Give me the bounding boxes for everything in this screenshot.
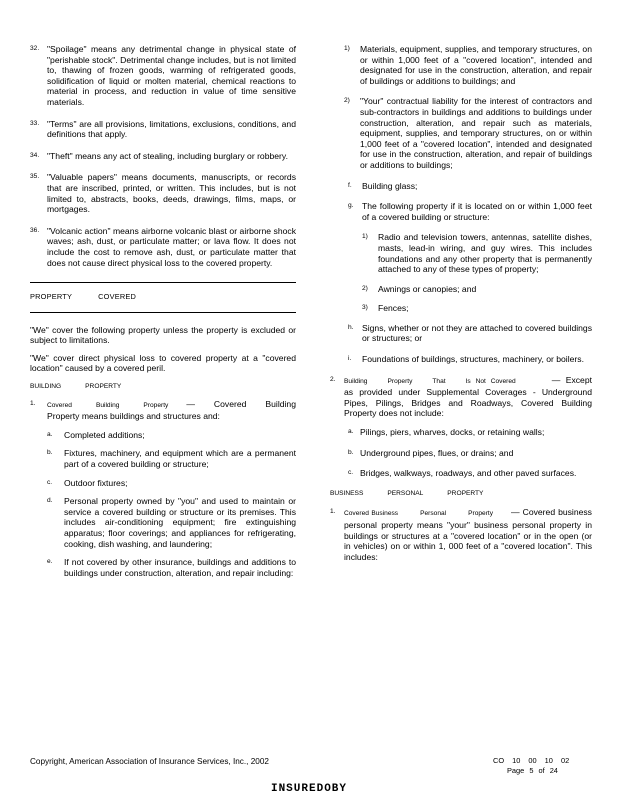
right-column xyxy=(330,44,592,570)
definition-35 xyxy=(30,172,296,214)
watermark-text: INSUREDOBY xyxy=(270,783,347,795)
list-letter: b. xyxy=(348,448,354,456)
list-text: Completed additions; xyxy=(64,429,145,440)
subheading-building-property xyxy=(30,382,296,393)
item-number: 2. xyxy=(330,375,336,383)
list-item-b xyxy=(30,448,296,469)
list-letter: c. xyxy=(348,469,354,477)
list-text: If not covered by other insurance, buildings and additions to buildings under construction, alteration, and repair including: xyxy=(64,557,296,578)
definition-32 xyxy=(30,44,296,108)
item-number: 1. xyxy=(30,399,36,407)
item-title-word: Covered Business xyxy=(344,510,399,518)
definition-text: "Terms" are all provisions, limitations, exclusions, conditions, and definitions that apply. xyxy=(47,118,296,140)
section-heading-property-covered xyxy=(30,283,296,312)
list-subitem-g2 xyxy=(330,284,592,295)
subitem-text: Radio and television towers, antennas, satellite dishes, masts, lead-in wiring, and guy wires. This includes foundations and any other property that is permanently attached to any of these types of property; xyxy=(378,232,592,275)
list-text: The following property if it is located on or within 1,000 feet of a covered building or structure: xyxy=(362,201,592,222)
list-item-2c xyxy=(330,468,592,479)
intro-paragraph-1: "We" cover the following property unless the property is excluded or subject to limitations. xyxy=(30,324,296,346)
list-text: Pilings, piers, wharves, docks, or retaining walls; xyxy=(360,427,545,438)
list-subitem-e2 xyxy=(330,96,592,170)
item-text: — Covered Building Property means buildings and structures and: xyxy=(47,398,296,422)
list-item-c xyxy=(30,478,296,489)
form-number: CO 10 00 10 02 xyxy=(493,756,570,765)
list-item-2b xyxy=(330,448,592,459)
item-title-word: Is Not Covered xyxy=(465,377,516,385)
list-text: Signs, whether or not they are attached to covered buildings or structures; or xyxy=(362,322,592,344)
list-text: Fixtures, machinery, and equipment which are a permanent part of a covered building or structure; xyxy=(64,448,296,470)
subitem-text: Awnings or canopies; and xyxy=(378,283,477,294)
subheading-business-personal-property xyxy=(330,489,592,500)
list-text: Personal property owned by "you" and used to maintain or service a covered building or structure or its premises. This includes air-conditioning equipment; fire extinguishing apparatus; floor coverings; and appliances for refrigerating, cooking, dish washing, and laundering; xyxy=(64,496,296,549)
heading-word: COVERED xyxy=(98,292,137,302)
left-column xyxy=(30,44,296,586)
list-letter: a. xyxy=(47,430,53,438)
form-identifier xyxy=(493,756,569,776)
heading-word: PERSONAL xyxy=(387,489,424,497)
item-title-word: Building xyxy=(344,377,368,385)
subitem-number: 2) xyxy=(362,284,368,292)
definition-36 xyxy=(30,226,296,268)
heading-word: BUILDING xyxy=(30,383,62,391)
item-title-word: Property xyxy=(387,377,413,385)
list-letter: i. xyxy=(348,355,352,363)
list-text: Foundations of buildings, structures, machinery, or boilers. xyxy=(362,354,584,365)
definition-33 xyxy=(30,119,296,140)
list-subitem-g1 xyxy=(330,232,592,274)
definition-34 xyxy=(30,151,296,162)
list-item-e xyxy=(30,557,296,578)
subitem-number: 1) xyxy=(344,45,350,52)
copyright-notice: Copyright, American Association of Insurance Services, Inc., 2002 xyxy=(30,757,269,766)
list-item-d xyxy=(30,496,296,549)
definition-text: "Spoilage" means any detrimental change in physical state of "perishable stock". Detrimental change includes, but is not limited to, thawing of frozen goods, warming of refrigerated goods, solidification of liquid or molten material, chemical reactions to material in process, and reduction in value of time sensitive materials. xyxy=(47,44,296,107)
list-letter: c. xyxy=(47,478,53,486)
definition-number: 33. xyxy=(30,119,40,127)
list-text: Bridges, walkways, roadways, and other paved surfaces. xyxy=(360,468,577,479)
subitem-text: "Your" contractual liability for the interest of contractors and sub-contractors in buildings and additions to buildings under construction, alteration, and repair such as materials, equipment, supplies, and temporary structures, on or within 1,000 feet of a "covered location", intended and designated for use in the construction, alteration, and repair of buildings or additions to buildings; xyxy=(360,96,592,170)
list-item-h xyxy=(330,323,592,344)
list-letter: a. xyxy=(348,428,354,436)
subitem-text: Fences; xyxy=(378,303,409,314)
item-title-word: Personal xyxy=(420,510,447,518)
list-letter: d. xyxy=(47,497,53,505)
item-title-word: Property xyxy=(468,510,494,518)
subitem-text: Materials, equipment, supplies, and temporary structures, on or within 1,000 feet of a "covered location", intended and designated for use in the construction, alteration, and repair of buildings or additions to buildings; and xyxy=(360,44,592,86)
list-letter: f. xyxy=(348,181,352,189)
item-number: 1. xyxy=(330,508,336,516)
list-item-2a xyxy=(330,427,592,438)
list-subitem-g3 xyxy=(330,303,592,314)
list-letter: b. xyxy=(47,449,53,457)
list-text: Building glass; xyxy=(362,180,418,191)
list-item-g xyxy=(330,201,592,222)
definition-text: "Valuable papers" means documents, manuscripts, or records that are inscribed, printed, or written. This includes, but is not limited to, abstracts, books, deeds, drawings, films, maps, or mortgages. xyxy=(47,172,296,215)
subitem-number: 1) xyxy=(362,233,368,241)
list-subitem-e1 xyxy=(330,44,592,86)
definition-text: "Theft" means any act of stealing, including burglary or robbery. xyxy=(47,150,288,161)
item-title-word: That xyxy=(432,377,446,385)
item-text: — Except as provided under Supplemental Coverages - Underground Pipes, Pilings, Bridges and Roadways, Covered Building Property does not include: xyxy=(344,374,592,419)
list-text: Underground pipes, flues, or drains; and xyxy=(360,447,514,458)
definition-number: 35. xyxy=(30,173,40,181)
list-letter: h. xyxy=(348,323,354,331)
item-covered-building-property xyxy=(30,399,296,422)
item-title-word: Building xyxy=(95,401,120,409)
definition-number: 34. xyxy=(30,151,40,159)
definition-number: 32. xyxy=(30,45,40,52)
definition-text: "Volcanic action" means airborne volcanic blast or airborne shock waves; ash, dust, or particulate matter; or lava flow. It does not include the cost to remove ash, dust, or particulate matter that does not cause direct physical loss to the covered property. xyxy=(47,225,296,268)
heading-word: BUSINESS xyxy=(330,489,364,497)
item-covered-business-personal-property xyxy=(330,507,592,562)
list-text: Outdoor fixtures; xyxy=(64,477,128,488)
subitem-number: 3) xyxy=(362,304,368,312)
subitem-number: 2) xyxy=(344,97,350,105)
heading-word: PROPERTY xyxy=(447,489,484,497)
list-letter: g. xyxy=(348,202,354,210)
definition-number: 36. xyxy=(30,226,40,234)
item-title-word: Covered xyxy=(47,401,72,409)
item-building-property-not-covered xyxy=(330,375,592,419)
item-title-word: Property xyxy=(143,401,169,409)
item-text: — Covered business personal property means "your" business personal property in buildings or structures at a "covered location" or in the open (or in vehicles) on or within 1, 000 feet of a "covered location". This includes: xyxy=(344,507,592,562)
list-letter: e. xyxy=(47,558,53,566)
divider-bottom xyxy=(30,312,296,313)
list-item-i xyxy=(330,354,592,365)
heading-word: PROPERTY xyxy=(85,383,122,391)
heading-word: PROPERTY xyxy=(30,292,73,302)
intro-paragraph-2: "We" cover direct physical loss to covered property at a "covered location" caused by a covered peril. xyxy=(30,352,296,374)
list-item-f xyxy=(330,181,592,192)
page-number: Page 5 of 24 xyxy=(507,766,558,775)
list-item-a xyxy=(30,430,296,441)
